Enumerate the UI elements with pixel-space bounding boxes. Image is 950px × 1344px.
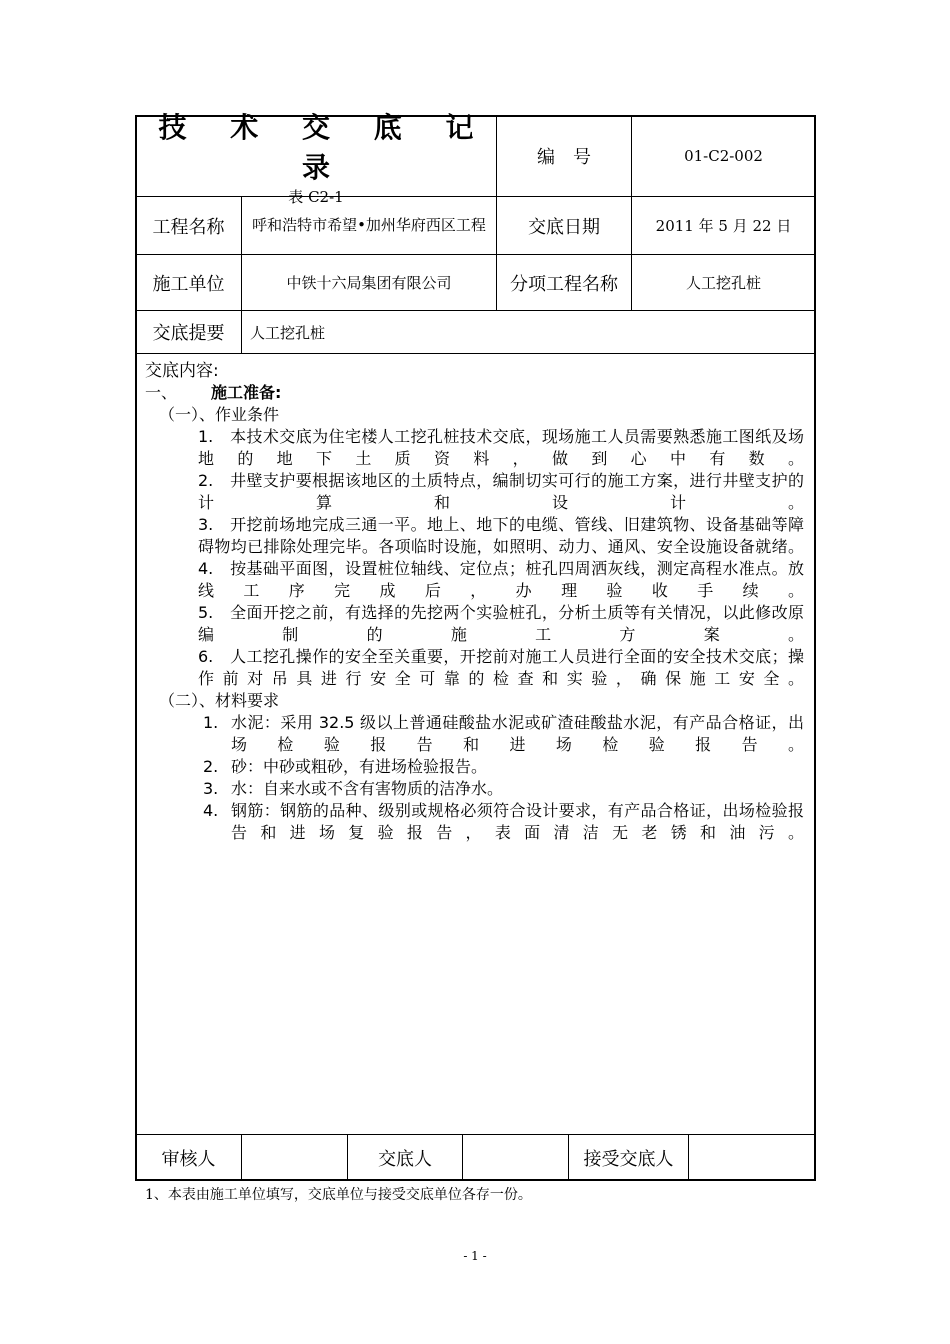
date-label: 交底日期 — [528, 216, 600, 238]
discloser-signature-field[interactable] — [463, 1135, 568, 1180]
item-text: 水：自来水或不含有害物质的洁净水。 — [231, 779, 504, 798]
item-text: 砂：中砂或粗砂，有进场检验报告。 — [231, 757, 488, 776]
footnote: 1、本表由施工单位填写，交底单位与接受交底单位各存一份。 — [145, 1187, 532, 1203]
receiver-label: 接受交底人 — [583, 1148, 674, 1170]
date-value: 2011 年 5 月 22 日 — [655, 217, 792, 235]
item-number: 1. — [203, 713, 219, 732]
reviewer-signature-field[interactable] — [242, 1135, 347, 1180]
subproject-value: 人工挖孔桩 — [685, 274, 761, 292]
construction-unit-value: 中铁十六局集团有限公司 — [286, 274, 452, 292]
list-item: 4. 按基础平面图，设置桩位轴线、定位点；桩孔四周洒灰线，测定高程水准点。放线工序完成后，办理验收手续。 — [198, 559, 804, 600]
subsection-heading: （二）、材料要求 — [159, 691, 280, 710]
list-item — [203, 778, 804, 800]
summary-value: 人工挖孔桩 — [250, 323, 326, 342]
disclosure-content — [145, 360, 810, 844]
receiver-signature-field[interactable] — [689, 1135, 815, 1180]
list-item: 2. 井壁支护要根据该地区的土质特点，编制切实可行的施工方案，进行井壁支护的计算和设计。 — [198, 471, 804, 512]
list-item — [203, 800, 804, 844]
list-item — [203, 712, 804, 756]
item-number: 2. — [203, 757, 219, 776]
list-item: 6. 人工挖孔操作的安全至关重要，开挖前对施工人员进行全面的安全技术交底；操作前对吊具进行安全可靠的检查和实验，确保施工安全。 — [198, 647, 804, 688]
page-title: 技 术 交 底 记 录 — [158, 110, 491, 184]
reviewer-label: 审核人 — [161, 1148, 216, 1170]
list-item — [203, 756, 804, 778]
section-title: 施工准备: — [211, 383, 282, 402]
summary-label: 交底提要 — [152, 323, 225, 344]
section-heading — [145, 382, 810, 404]
construction-unit-label: 施工单位 — [152, 273, 225, 295]
title-cell — [136, 110, 496, 206]
item-text: 钢筋：钢筋的品种、级别或规格必须符合设计要求，有产品合格证，出场检验报告和进场复验报告，表面清洁无老锈和油污。 — [231, 801, 804, 842]
item-text: 水泥：采用 32.5 级以上普通硅酸盐水泥或矿渣硅酸盐水泥，有产品合格证，出场检验报告和进场检验报告。 — [231, 713, 804, 754]
project-name-label: 工程名称 — [152, 216, 225, 238]
item-number: 3. — [203, 779, 219, 798]
number-label: 编 号 — [537, 147, 591, 168]
material-list — [145, 712, 810, 844]
content-heading: 交底内容: — [145, 361, 219, 381]
section-number: 一、 — [145, 383, 178, 402]
discloser-label: 交底人 — [378, 1148, 432, 1170]
form-code: 表 C2-1 — [288, 187, 344, 206]
project-name-value: 呼和浩特市希望•加州华府西区工程 — [252, 216, 486, 234]
subproject-label: 分项工程名称 — [510, 273, 618, 295]
list-item: 1. 本技术交底为住宅楼人工挖孔桩技术交底，现场施工人员需要熟悉施工图纸及场地的地下土质资料，做到心中有数。 — [198, 427, 804, 468]
list-item: 5. 全面开挖之前，有选择的先挖两个实验桩孔，分析土质等有关情况，以此修改原编制的施工方案。 — [198, 603, 804, 644]
number-value: 01-C2-002 — [684, 147, 763, 165]
page-number: - 1 - — [463, 1249, 487, 1263]
subsection-heading: （一）、作业条件 — [159, 405, 280, 424]
list-item: 3. 开挖前场地完成三通一平。地上、地下的电缆、管线、旧建筑物、设备基础等障碍物均已排除处理完毕。各项临时设施，如照明、动力、通风、安全设施设备就绪。 — [198, 515, 804, 556]
row-divider — [136, 353, 815, 354]
item-number: 4. — [203, 801, 219, 820]
work-conditions-list — [145, 426, 810, 690]
